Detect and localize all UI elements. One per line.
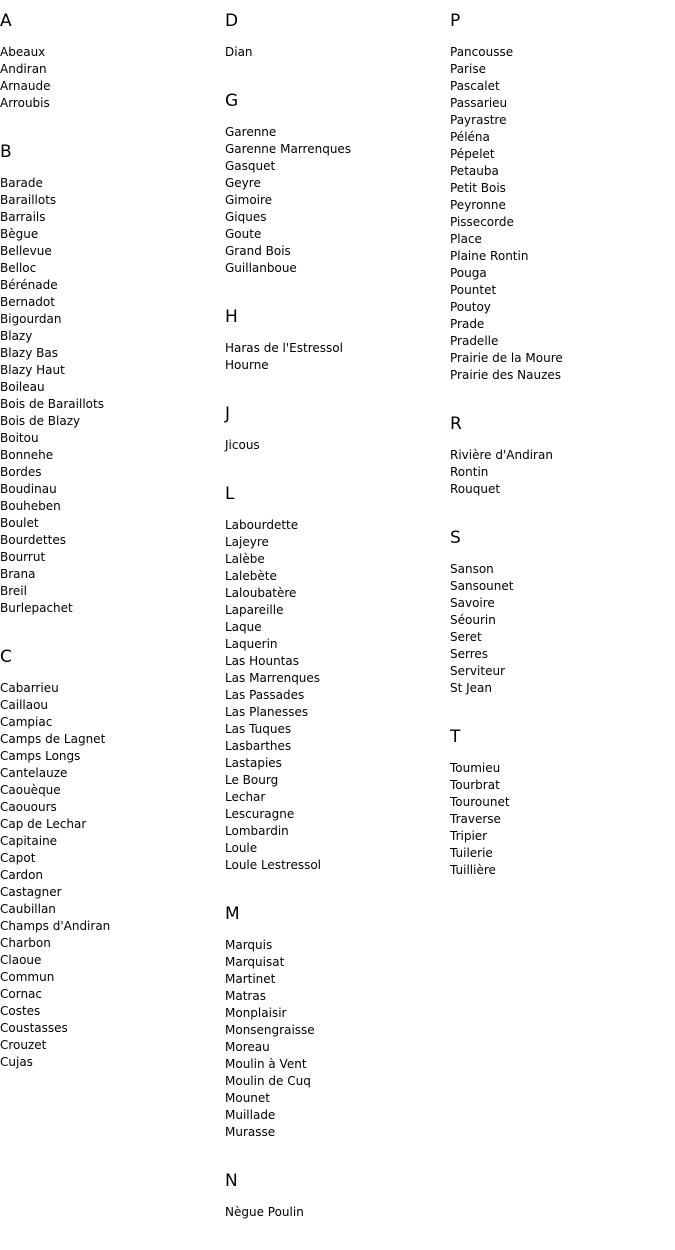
place-name: Bourdettes — [0, 533, 66, 547]
place-name: Dian — [225, 45, 253, 59]
place-name: Bérénade — [0, 278, 58, 292]
place-name: Pascalet — [450, 79, 500, 93]
place-name: Matras — [225, 989, 266, 1003]
place-name: Cantelauze — [0, 766, 68, 780]
place-name: Capitaine — [0, 834, 58, 848]
place-name: Marquisat — [225, 955, 285, 969]
place-name: Loule — [225, 841, 258, 855]
place-name: Las Passades — [225, 688, 305, 702]
place-name: Claoue — [0, 953, 42, 967]
place-name: Moreau — [225, 1040, 270, 1054]
letter-heading: G — [225, 91, 239, 111]
letter-group — [225, 306, 445, 374]
place-name: Lasbarthes — [225, 739, 292, 753]
place-name: Prairie des Nauzes — [450, 368, 562, 382]
place-name: Pradelle — [450, 334, 499, 348]
place-name: Payrastre — [450, 113, 507, 127]
place-name: Lajeyre — [225, 535, 269, 549]
place-name: Moulin à Vent — [225, 1057, 307, 1071]
letter-heading: J — [225, 404, 231, 424]
place-name: Bordes — [0, 465, 42, 479]
place-name: Las Tuques — [225, 722, 292, 736]
letter-group — [450, 10, 670, 384]
place-name: Coustasses — [0, 1021, 68, 1035]
place-list — [450, 44, 670, 384]
letter-heading: A — [0, 11, 12, 31]
place-name: Bigourdan — [0, 312, 62, 326]
place-name: Caouours — [0, 800, 57, 814]
letter-heading: L — [225, 484, 235, 504]
place-name: Blazy — [0, 329, 33, 343]
place-name: Las Marrenques — [225, 671, 321, 685]
place-name: Lombardin — [225, 824, 289, 838]
place-name: Guillanboue — [225, 261, 297, 275]
place-name: Caubillan — [0, 902, 56, 916]
index-column — [225, 10, 445, 1250]
place-list — [225, 937, 445, 1141]
place-list — [450, 760, 670, 879]
place-name: Burlepachet — [0, 601, 73, 615]
place-name: Lescuragne — [225, 807, 295, 821]
place-name: Toumieu — [450, 761, 501, 775]
place-name: Cabarrieu — [0, 681, 59, 695]
place-name: Moulin de Cuq — [225, 1074, 311, 1088]
place-name: Lalèbe — [225, 552, 265, 566]
place-name: Labourdette — [225, 518, 299, 532]
place-name: Campiac — [0, 715, 53, 729]
place-name: Peyronne — [450, 198, 506, 212]
place-name: Gimoire — [225, 193, 273, 207]
place-name: Jicous — [225, 438, 260, 452]
place-name: Pissecorde — [450, 215, 514, 229]
letter-group — [225, 403, 445, 454]
place-name: Bègue — [0, 227, 39, 241]
place-name: Lastapies — [225, 756, 282, 770]
place-name: Cornac — [0, 987, 42, 1001]
place-name: Geyre — [225, 176, 261, 190]
place-name: Nègue Poulin — [225, 1205, 304, 1219]
place-name: Monplaisir — [225, 1006, 287, 1020]
place-name: Laquerin — [225, 637, 278, 651]
place-name: Boulet — [0, 516, 39, 530]
place-name: Costes — [0, 1004, 41, 1018]
place-name: Tourbrat — [450, 778, 500, 792]
letter-heading: N — [225, 1171, 238, 1191]
letter-group — [0, 141, 220, 617]
place-name: Le Bourg — [225, 773, 279, 787]
place-list — [225, 437, 445, 454]
place-name: Pépelet — [450, 147, 495, 161]
place-name: Blazy Haut — [0, 363, 65, 377]
letter-heading: R — [450, 414, 462, 434]
letter-heading: S — [450, 528, 461, 548]
place-name: Tuilerie — [450, 846, 493, 860]
place-list — [450, 561, 670, 697]
letter-group — [0, 646, 220, 1071]
place-name: Prairie de la Moure — [450, 351, 563, 365]
letter-heading: C — [0, 647, 12, 667]
place-name: Serviteur — [450, 664, 505, 678]
place-name: Barrails — [0, 210, 46, 224]
place-name: Passarieu — [450, 96, 508, 110]
place-name: Place — [450, 232, 482, 246]
place-name: Arnaude — [0, 79, 51, 93]
place-name: Laloubatère — [225, 586, 297, 600]
place-list — [225, 44, 445, 61]
place-name: Savoire — [450, 596, 495, 610]
place-name: Plaine Rontin — [450, 249, 529, 263]
place-name: Tripier — [450, 829, 488, 843]
place-name: St Jean — [450, 681, 493, 695]
place-name: Lapareille — [225, 603, 284, 617]
place-name: Blazy Bas — [0, 346, 58, 360]
place-name: Poutoy — [450, 300, 491, 314]
place-name: Charbon — [0, 936, 51, 950]
place-name: Mounet — [225, 1091, 270, 1105]
place-name: Boudinau — [0, 482, 57, 496]
place-name: Goute — [225, 227, 262, 241]
place-list — [225, 124, 445, 277]
letter-heading: P — [450, 11, 461, 31]
place-name: Brana — [0, 567, 36, 581]
place-name: Rouquet — [450, 482, 501, 496]
place-name: Giques — [225, 210, 267, 224]
letter-group — [450, 726, 670, 879]
place-name: Bois de Baraillots — [0, 397, 104, 411]
place-name: Loule Lestressol — [225, 858, 321, 872]
place-name: Caillaou — [0, 698, 49, 712]
letter-group — [450, 527, 670, 697]
place-name: Las Planesses — [225, 705, 309, 719]
place-name: Traverse — [450, 812, 501, 826]
place-name: Petauba — [450, 164, 499, 178]
place-name: Bourrut — [0, 550, 46, 564]
place-name: Sansounet — [450, 579, 514, 593]
place-name: Parise — [450, 62, 486, 76]
place-name: Camps de Lagnet — [0, 732, 106, 746]
place-name: Champs d'Andiran — [0, 919, 111, 933]
place-name: Bonnehe — [0, 448, 54, 462]
place-name: Castagner — [0, 885, 62, 899]
place-name: Gasquet — [225, 159, 276, 173]
place-name: Prade — [450, 317, 485, 331]
place-name: Seret — [450, 630, 482, 644]
place-list — [225, 340, 445, 374]
letter-heading: M — [225, 904, 240, 924]
letter-group — [450, 413, 670, 498]
letter-heading: T — [450, 727, 461, 747]
place-list — [225, 517, 445, 874]
place-name: Boitou — [0, 431, 39, 445]
place-name: Abeaux — [0, 45, 46, 59]
letter-group — [225, 90, 445, 277]
place-name: Belloc — [0, 261, 37, 275]
place-name: Bellevue — [0, 244, 52, 258]
place-name: Pountet — [450, 283, 497, 297]
letter-heading: B — [0, 142, 12, 162]
place-name: Bernadot — [0, 295, 55, 309]
place-name: Commun — [0, 970, 55, 984]
place-name: Capot — [0, 851, 36, 865]
place-name: Serres — [450, 647, 489, 661]
letter-group — [225, 10, 445, 61]
letter-group — [225, 903, 445, 1141]
letter-group — [225, 1170, 445, 1221]
place-name: Bouheben — [0, 499, 61, 513]
place-name: Laque — [225, 620, 262, 634]
place-name: Lalebète — [225, 569, 277, 583]
place-name: Arroubis — [0, 96, 50, 110]
place-name: Garenne Marrenques — [225, 142, 352, 156]
place-name: Caouèque — [0, 783, 61, 797]
place-list — [0, 175, 220, 617]
letter-group — [0, 10, 220, 112]
letter-heading: D — [225, 11, 239, 31]
place-name: Murasse — [225, 1125, 276, 1139]
place-name: Marquis — [225, 938, 273, 952]
place-list — [225, 1204, 445, 1221]
place-name: Hourne — [225, 358, 269, 372]
place-name: Petit Bois — [450, 181, 506, 195]
place-name: Martinet — [225, 972, 276, 986]
place-name: Camps Longs — [0, 749, 81, 763]
place-name: Breil — [0, 584, 27, 598]
letter-heading: H — [225, 307, 238, 327]
place-name: Andiran — [0, 62, 47, 76]
place-name: Haras de l'Estressol — [225, 341, 343, 355]
place-name: Barade — [0, 176, 43, 190]
place-name: Las Hountas — [225, 654, 299, 668]
place-name: Garenne — [225, 125, 277, 139]
place-name: Pancousse — [450, 45, 514, 59]
place-name: Muillade — [225, 1108, 276, 1122]
place-name: Sanson — [450, 562, 494, 576]
place-name: Pouga — [450, 266, 487, 280]
place-name: Rivière d'Andiran — [450, 448, 553, 462]
index-column — [450, 10, 670, 908]
place-name: Séourin — [450, 613, 496, 627]
place-list — [0, 44, 220, 112]
place-name: Boileau — [0, 380, 45, 394]
index-column — [0, 10, 220, 1100]
place-list — [0, 680, 220, 1071]
place-name: Baraillots — [0, 193, 57, 207]
place-name: Rontin — [450, 465, 489, 479]
place-name: Cardon — [0, 868, 44, 882]
place-name: Cujas — [0, 1055, 33, 1069]
place-name: Tuillière — [450, 863, 496, 877]
place-name: Tourounet — [450, 795, 510, 809]
place-name: Cap de Lechar — [0, 817, 87, 831]
place-name: Grand Bois — [225, 244, 291, 258]
place-name: Péléna — [450, 130, 490, 144]
letter-group — [225, 483, 445, 874]
place-name: Bois de Blazy — [0, 414, 81, 428]
place-name: Lechar — [225, 790, 266, 804]
place-list — [450, 447, 670, 498]
place-name: Crouzet — [0, 1038, 47, 1052]
place-name: Monsengraisse — [225, 1023, 315, 1037]
